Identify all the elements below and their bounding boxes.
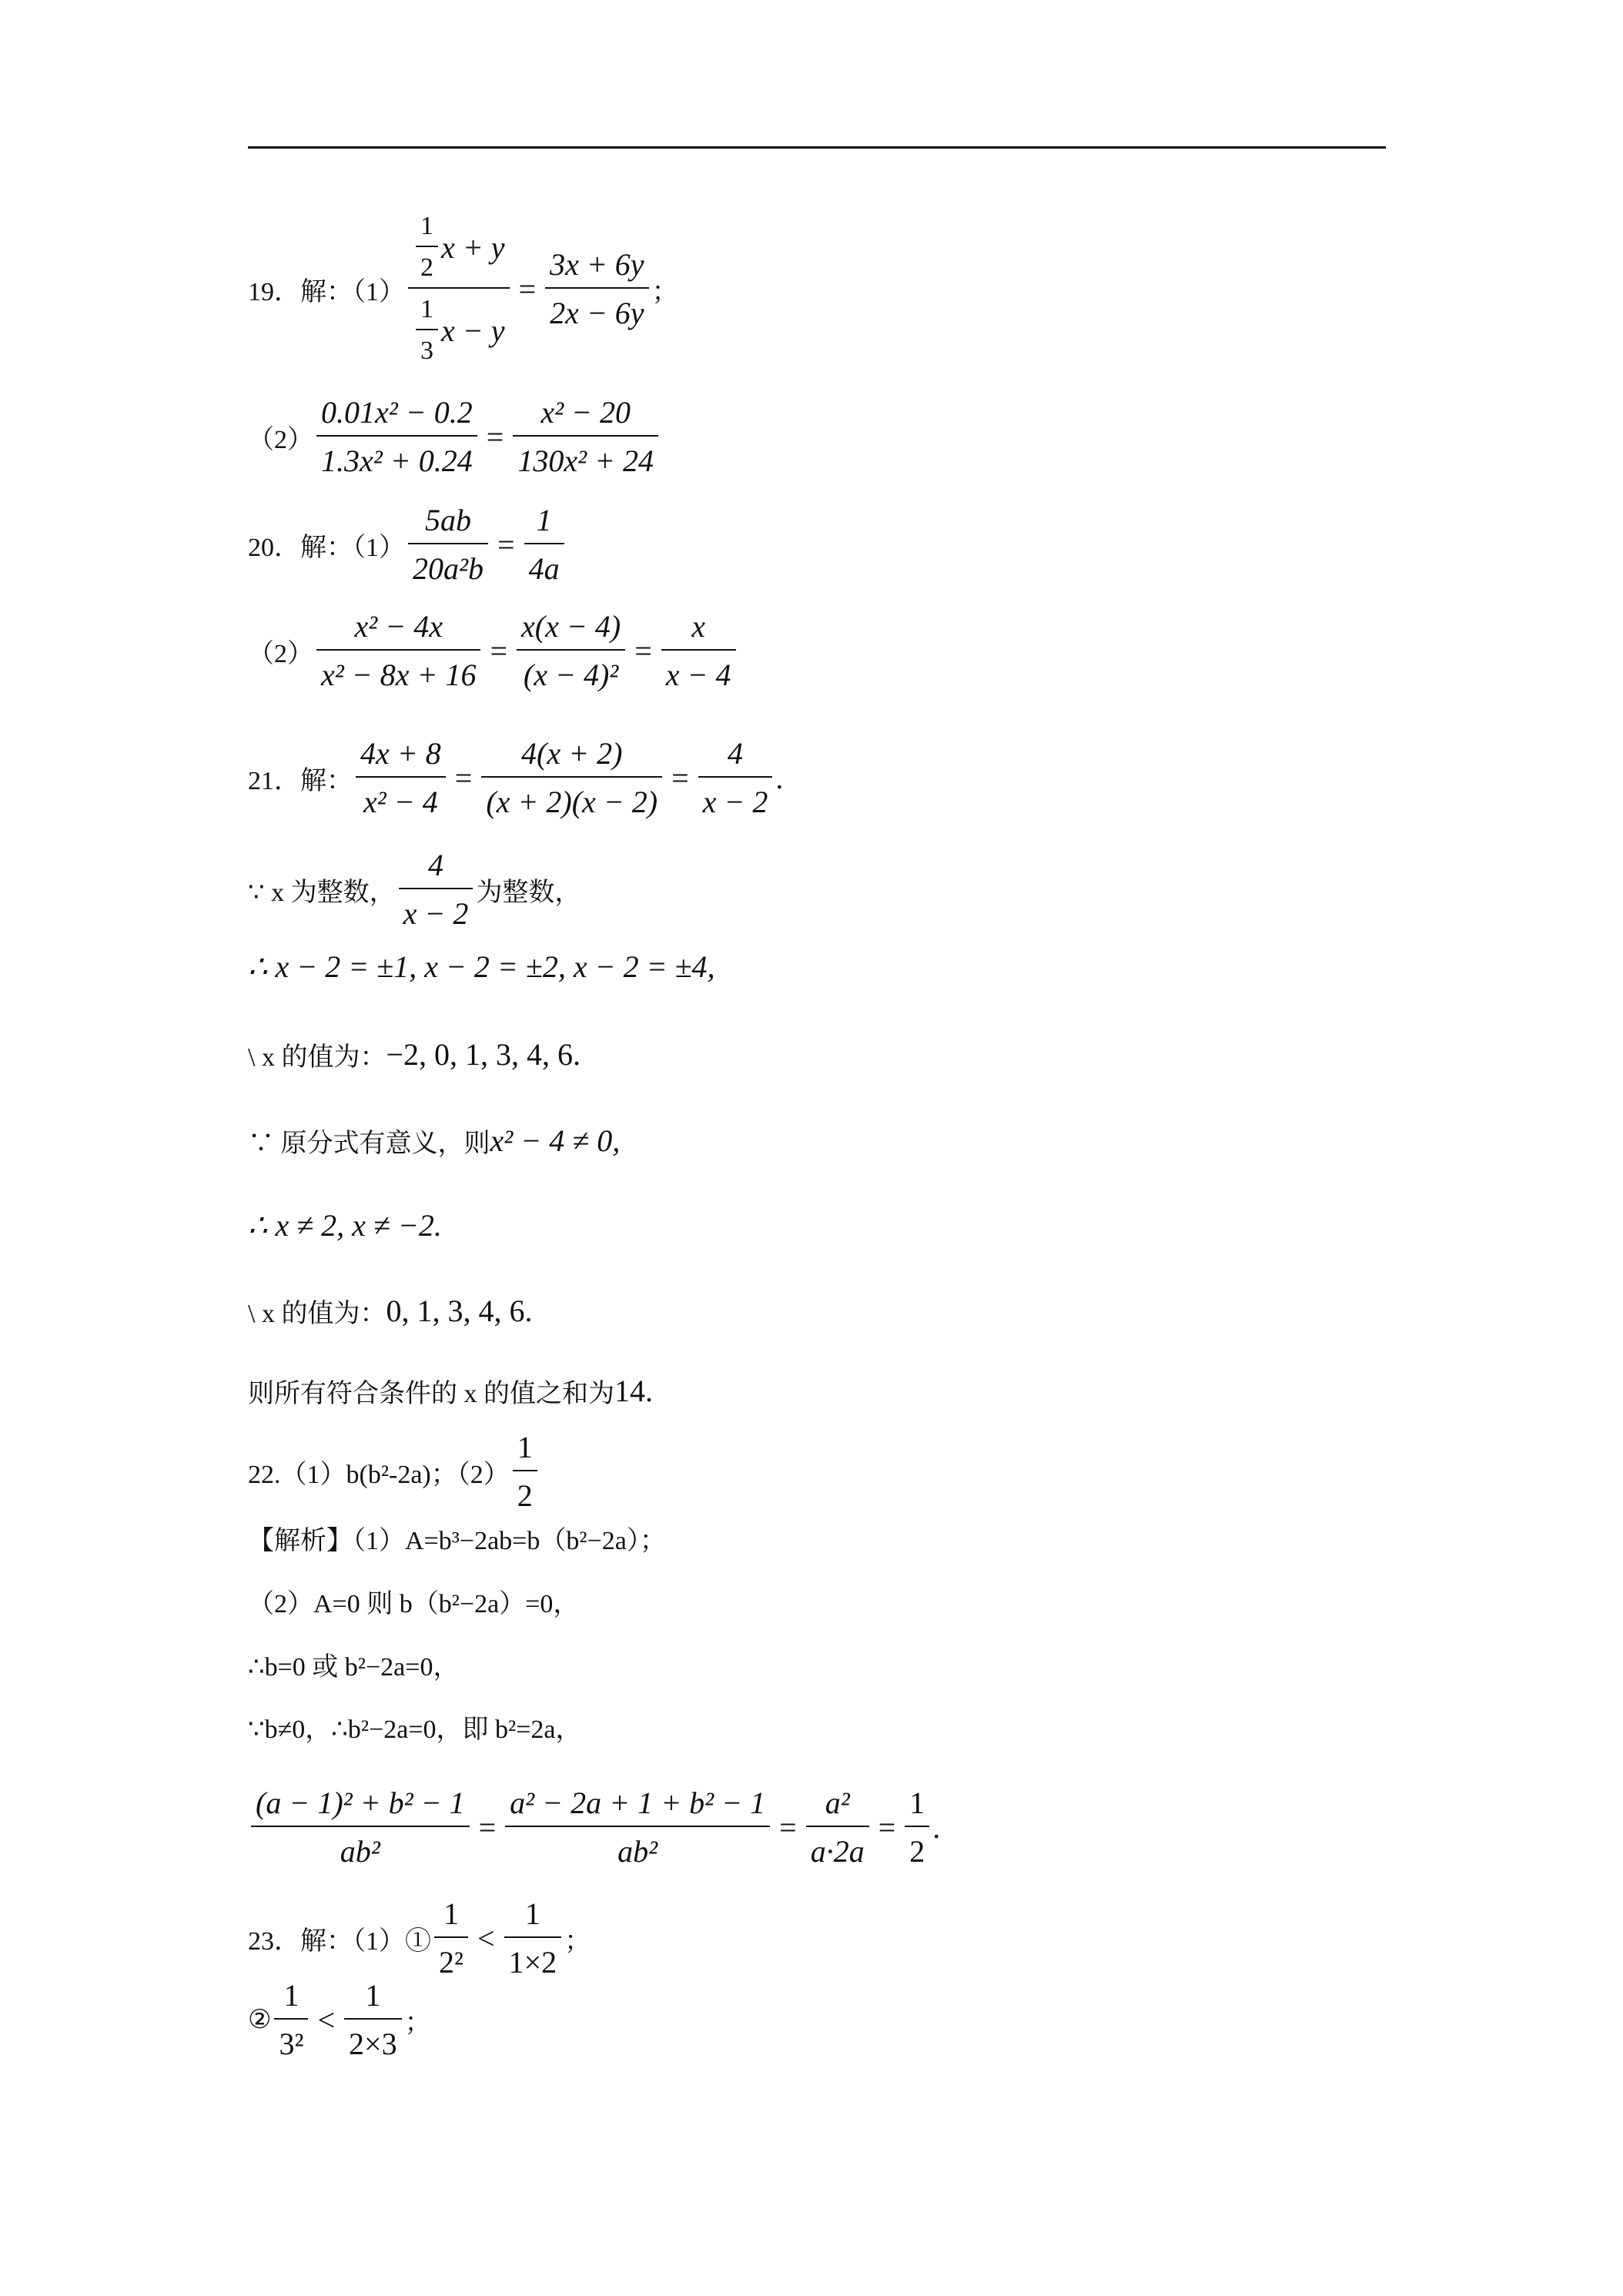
q20-part1: 20．解：（1） $\frac{5ab}{\text{20a²b}}$ = $\frac{1}{4a}$ xyxy=(248,502,567,587)
q22-final-equation: $\frac{\text{(a − 1)² + b² − 1}}{\text{ab²}}$ = $\frac{\text{a² − 2a + 1 + b² − 1}}{\text{ab²}}$ = $\frac{\text{a²}}{a\cdot 2a}$ = $\frac{1}{2}$ . xyxy=(248,1785,940,1869)
q22-analysis4: ∵b≠0，∴b²−2a=0，即 b²=2a， xyxy=(248,1715,582,1744)
q21-line7: \ x 的值为： 0, 1, 3, 4, 6. xyxy=(248,1294,533,1328)
q19-result-fraction: $\frac{3x + 6y}{2x - 6y}$ xyxy=(545,246,649,331)
header-rule xyxy=(248,146,1386,149)
q21-line4: \ x 的值为： −2, 0, 1, 3, 4, 6. xyxy=(248,1037,581,1072)
q20-part2: （2） $\frac{\text{x² − 4x}}{\text{x² − 8x + 16}}$ = $\frac{x(x - 4)}{\text{(x − 4)²}}$ = $\frac{x}{x - 4}$ xyxy=(248,608,739,693)
q22-answer: 22.（1）b(b²-2a)；（2） $\frac{1}{2}$ xyxy=(248,1429,540,1514)
q21-line3: ∴ x − 2 = ±1, x − 2 = ±2, x − 2 = ±4, xyxy=(248,949,715,984)
q21-line1: 21．解： $\frac{4x + 8}{\text{x² − 4}}$ = $\frac{4(x + 2)}{(x + 2)(x - 2)}$ = $\frac{4}{x - 2}$ . xyxy=(248,736,784,819)
q23-part1: 23．解：（1）① $\frac{1}{\text{2²}}$ < $\frac{1}{1\times 2}$ ； xyxy=(248,1896,591,1980)
q23-part2: ② $\frac{1}{\text{3²}}$ < $\frac{1}{2\times 3}$ ； xyxy=(248,1978,431,2061)
q19-label: 19．解：（1） xyxy=(248,277,405,306)
q19-complex-fraction: $\frac{1}{2}$ x + y $\frac{1}{3}$ x − y xyxy=(408,212,510,366)
q21-line8: 则所有符合条件的 x 的值之和为 14. xyxy=(248,1374,653,1408)
q19-part1: 19．解：（1） $\frac{1}{2}$ x + y $\frac{1}{3}$ x − y = $\frac{3x + 6y}{2x - 6y}$ ； xyxy=(248,212,678,365)
q21-line2: ∵ x 为整数， $\frac{4}{x - 2}$ 为整数， xyxy=(248,848,581,931)
q22-analysis2: （2）A=0 则 b（b²−2a）=0， xyxy=(248,1590,580,1618)
q22-analysis1: 【解析】（1）A=b³−2ab=b（b²−2a）； xyxy=(248,1527,666,1555)
q19-part2: （2） $\frac{\text{0.01x² − 0.2}}{\text{1.3x² + 0.24}}$ = $\frac{\text{x² − 20}}{\text{130x² + 24}}$ xyxy=(248,394,661,479)
q21-line6: ∴ x ≠ 2, x ≠ −2. xyxy=(248,1208,442,1243)
q21-line5: ∵ 原分式有意义，则 x² − 4 ≠ 0, xyxy=(248,1123,621,1158)
q22-analysis3: ∴b=0 或 b²−2a=0， xyxy=(248,1653,460,1682)
